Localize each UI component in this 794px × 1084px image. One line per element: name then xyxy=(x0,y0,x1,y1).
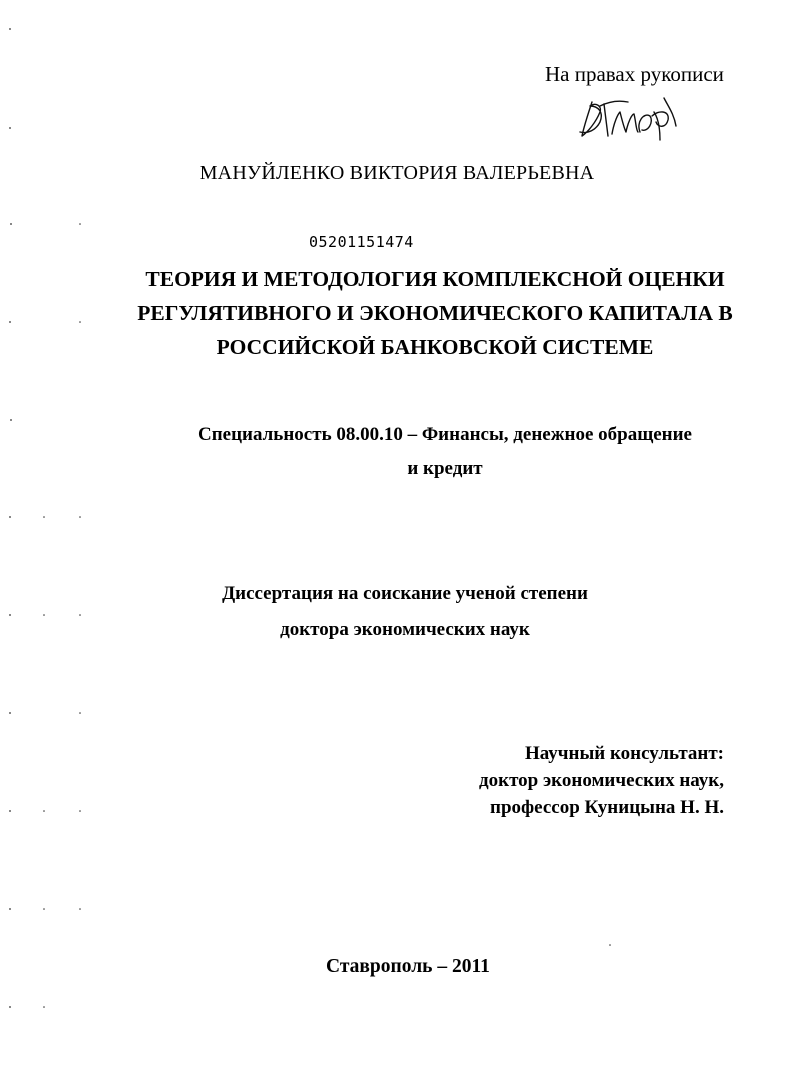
consultant-line: доктор экономических наук, xyxy=(479,770,724,791)
title-line: РОССИЙСКОЙ БАНКОВСКОЙ СИСТЕМЕ xyxy=(216,335,654,359)
title-line: РЕГУЛЯТИВНОГО И ЭКОНОМИЧЕСКОГО КАПИТАЛА В xyxy=(137,301,733,325)
city-year: Ставрополь – 2011 xyxy=(326,956,490,977)
dissertation-title xyxy=(100,262,770,364)
consultant-line: профессор Куницына Н. Н. xyxy=(490,797,724,818)
specialty-line: и кредит xyxy=(407,458,483,479)
signature-text: Вторф xyxy=(574,92,577,93)
degree-statement xyxy=(0,576,794,648)
degree-line: доктора экономических наук xyxy=(280,619,530,640)
specialty-line: Специальность 08.00.10 – Финансы, денежное обращение xyxy=(197,424,692,445)
scientific-consultant xyxy=(479,740,724,821)
catalog-code: 05201151474 xyxy=(309,233,414,251)
author-name: МАНУЙЛЕНКО ВИКТОРИЯ ВАЛЕРЬЕВНА xyxy=(199,162,595,184)
specialty xyxy=(150,418,740,486)
title-line: ТЕОРИЯ И МЕТОДОЛОГИЯ КОМПЛЕКСНОЙ ОЦЕНКИ xyxy=(145,267,725,291)
handwritten-signature xyxy=(574,92,678,142)
consultant-line: Научный консультант: xyxy=(524,743,724,764)
manuscript-rights-note: На правах рукописи xyxy=(545,62,724,86)
degree-line: Диссертация на соискание ученой степени xyxy=(222,583,588,604)
